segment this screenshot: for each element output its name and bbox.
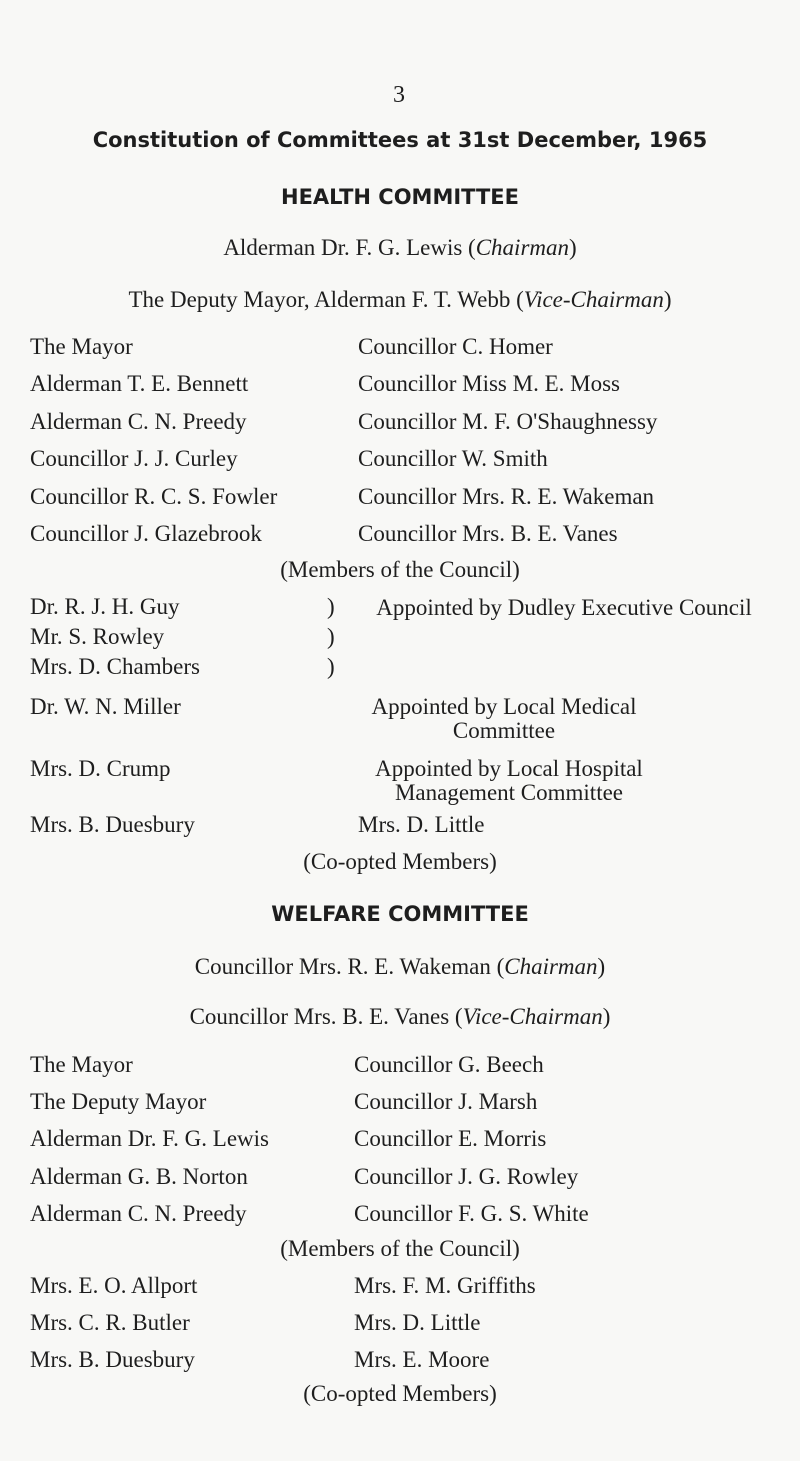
welfare-chairman-close: ) <box>597 954 606 979</box>
dudley-appointee: Dr. R. J. H. Guy <box>30 594 180 619</box>
health-members-caption: (Members of the Council) <box>280 557 520 582</box>
health-chairman-role: Chairman <box>475 235 570 260</box>
welfare-vice-name: Councillor Mrs. B. E. Vanes ( <box>189 1004 463 1029</box>
dudley-appointee: Mrs. D. Chambers <box>30 654 200 679</box>
health-member-right: Councillor W. Smith <box>358 446 548 471</box>
health-committee-heading: HEALTH COMMITTEE <box>281 185 519 209</box>
bracket-mark: ) <box>327 654 335 679</box>
welfare-member-left: The Mayor <box>30 1052 133 1077</box>
welfare-member-right: Councillor J. Marsh <box>354 1089 538 1114</box>
medical-note: Appointed by Local Medical Committee <box>371 694 637 743</box>
dudley-appointee: Mr. S. Rowley <box>30 624 165 649</box>
health-chairman <box>0 235 800 261</box>
welfare-coopted-right: Mrs. F. M. Griffiths <box>354 1273 536 1298</box>
health-member-left: Councillor J. J. Curley <box>30 446 238 471</box>
health-vice-name: The Deputy Mayor, Alderman F. T. Webb ( <box>128 287 524 312</box>
welfare-member-left: Alderman Dr. F. G. Lewis <box>30 1126 269 1151</box>
welfare-coopted-left: Mrs. B. Duesbury <box>30 1347 195 1372</box>
welfare-vice-role: Vice-Chairman <box>462 1004 603 1029</box>
health-chairman-close: ) <box>569 235 577 260</box>
hospital-appointee: Mrs. D. Crump <box>30 756 171 781</box>
welfare-member-right: Councillor J. G. Rowley <box>354 1164 579 1189</box>
welfare-vice-close: ) <box>602 1004 611 1029</box>
health-vice-role: Vice-Chairman <box>523 287 664 312</box>
health-member-right: Councillor C. Homer <box>358 334 553 359</box>
welfare-member-right: Councillor F. G. S. White <box>354 1201 589 1226</box>
health-member-left: Councillor J. Glazebrook <box>30 521 262 546</box>
welfare-member-left: Alderman G. B. Norton <box>30 1164 248 1189</box>
health-member-right: Councillor Mrs. B. E. Vanes <box>358 521 618 546</box>
health-chairman-name: Alderman Dr. F. G. Lewis ( <box>223 235 476 260</box>
welfare-coopted-left: Mrs. C. R. Butler <box>30 1310 190 1335</box>
health-member-right: Councillor Mrs. R. E. Wakeman <box>358 484 655 509</box>
welfare-coopted-left: Mrs. E. O. Allport <box>30 1273 198 1298</box>
welfare-coopted-right: Mrs. D. Little <box>354 1310 481 1335</box>
welfare-members-caption: (Members of the Council) <box>280 1236 520 1261</box>
dudley-note: Appointed by Dudley Executive Council <box>376 595 752 620</box>
bracket-mark: ) <box>327 624 335 649</box>
welfare-member-left: Alderman C. N. Preedy <box>30 1201 247 1226</box>
health-member-left: The Mayor <box>30 334 133 359</box>
welfare-chairman-name: Councillor Mrs. R. E. Wakeman ( <box>194 954 505 979</box>
page-number: 3 <box>393 82 405 108</box>
welfare-coopted-caption: (Co-opted Members) <box>303 1381 497 1406</box>
health-vice-chairman <box>0 287 800 313</box>
health-member-left: Alderman C. N. Preedy <box>30 409 247 434</box>
health-member-left: Councillor R. C. S. Fowler <box>30 484 278 509</box>
welfare-member-left: The Deputy Mayor <box>30 1089 207 1114</box>
health-member-right: Councillor M. F. O'Shaughnessy <box>358 409 658 434</box>
health-member-right: Councillor Miss M. E. Moss <box>358 371 620 396</box>
medical-appointee: Dr. W. N. Miller <box>30 694 181 719</box>
welfare-vice-chairman <box>0 1004 800 1030</box>
health-member-left: Alderman T. E. Bennett <box>30 371 249 396</box>
bracket-mark: ) <box>327 594 335 619</box>
welfare-member-right: Councillor G. Beech <box>354 1052 544 1077</box>
welfare-chairman <box>0 954 800 980</box>
hospital-note: Appointed by Local Hospital Management Committee <box>375 756 643 805</box>
welfare-coopted-right: Mrs. E. Moore <box>354 1347 490 1372</box>
welfare-chairman-role: Chairman <box>504 954 598 979</box>
health-coopted-right: Mrs. D. Little <box>358 812 485 837</box>
health-coopted-left: Mrs. B. Duesbury <box>30 812 195 837</box>
health-coopted-caption: (Co-opted Members) <box>303 849 497 874</box>
welfare-member-right: Councillor E. Morris <box>354 1126 547 1151</box>
document-title: Constitution of Committees at 31st December, 1965 <box>92 128 708 152</box>
health-vice-close: ) <box>663 287 672 312</box>
welfare-committee-heading: WELFARE COMMITTEE <box>271 902 529 926</box>
